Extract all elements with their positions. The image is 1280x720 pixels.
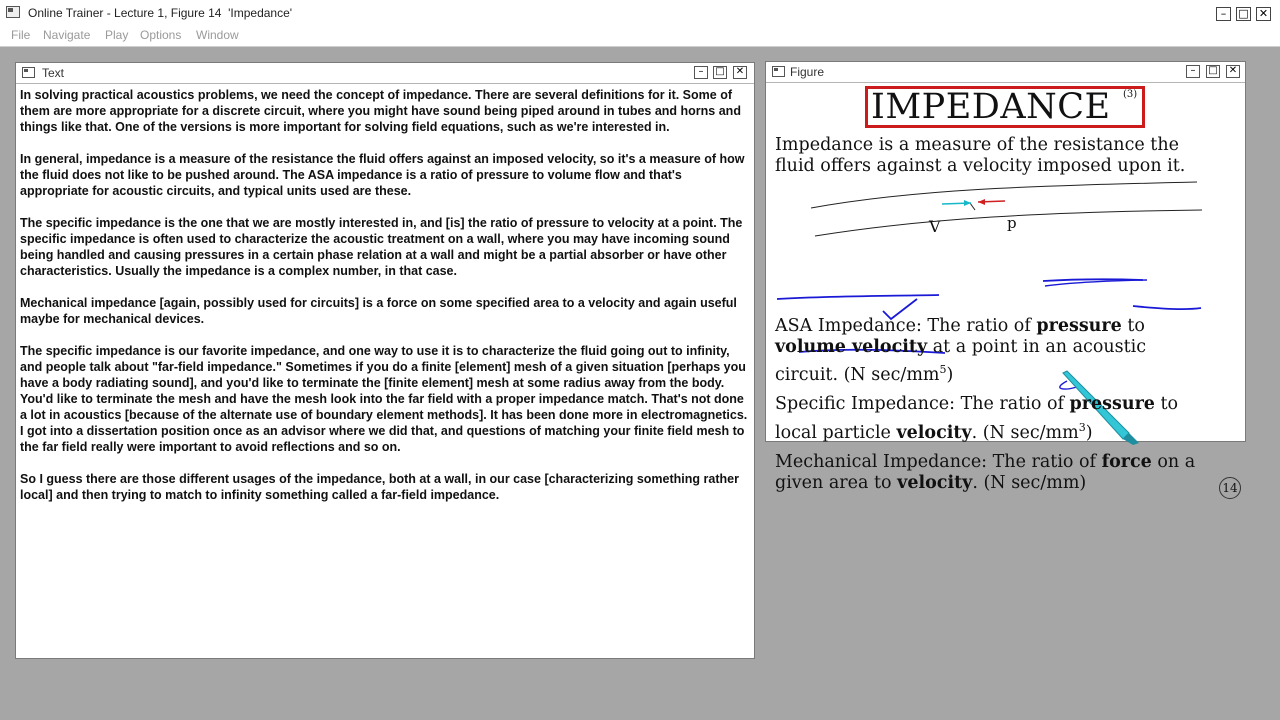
asa-to: to (1121, 316, 1145, 336)
window-titlebar (0, 0, 1280, 27)
mechanical-on-a: on a (1151, 452, 1196, 472)
paragraph: So I guess there are those different usages of the impedance, both at a wall, in our case [characterizing something rather local] and then trying to match to infinity something called a far-field impedance. (20, 472, 739, 502)
asa-pressure: pressure (1036, 316, 1122, 336)
pressure-arrowhead (978, 199, 985, 205)
maximize-icon[interactable]: □ (1236, 7, 1251, 21)
minimize-icon[interactable]: – (1186, 65, 1200, 78)
asa-line-1 (775, 315, 1145, 337)
intro-line-1: Impedance is a measure of the resistance the (775, 135, 1179, 155)
menu-window[interactable]: Window (196, 28, 239, 42)
menu-file[interactable]: File (11, 28, 31, 42)
slide-title: IMPEDANCE (871, 87, 1111, 127)
streamline-top (811, 182, 1197, 208)
slide-number-badge: 14 (1219, 477, 1241, 499)
minimize-icon[interactable]: – (694, 66, 708, 79)
pressure-label: p (1007, 214, 1017, 232)
asa-units-close: ) (946, 364, 954, 385)
intro-line-2: fluid offers against a velocity imposed upon it. (775, 156, 1186, 176)
close-icon[interactable]: ✕ (733, 66, 747, 79)
window-title: Online Trainer - Lecture 1, Figure 14 'Impedance' (28, 6, 293, 20)
asa-units: circuit. (N sec/mm (775, 364, 940, 385)
specific-pressure: pressure (1069, 394, 1155, 414)
asa-text: ASA Impedance: The ratio of (775, 316, 1037, 336)
text-panel-titlebar (16, 63, 754, 84)
specific-text-2: local particle (775, 422, 897, 443)
menu-bar (0, 26, 1280, 47)
paragraph: In general, impedance is a measure of the resistance the fluid offers against an imposed velocity, so it's a measure of how the fluid does not like to be pushed around. The ASA impedance is a ratio of pressure to volume flow and that's appropriate for acoustic circuits, and typical units used are these. (20, 152, 745, 198)
figure-panel-title: Figure (790, 65, 825, 79)
ink-underline-volume-velocity (777, 295, 939, 299)
asa-line-2 (775, 336, 1146, 358)
maximize-icon[interactable]: □ (1206, 65, 1220, 78)
text-panel (15, 62, 755, 659)
asa-units-exp: 5 (939, 363, 947, 376)
specific-line-2 (775, 417, 1093, 444)
maximize-icon[interactable]: □ (713, 66, 727, 79)
lecture-text (20, 87, 750, 519)
close-icon[interactable]: ✕ (1256, 7, 1271, 21)
mechanical-velocity: velocity (897, 473, 973, 493)
close-icon[interactable]: ✕ (1226, 65, 1240, 78)
velocity-label: V (929, 217, 941, 236)
figure-panel-titlebar (766, 62, 1245, 83)
title-reference: (3) (1123, 89, 1138, 100)
velocity-arrowhead (964, 200, 971, 206)
specific-units: . (N sec/mm (971, 422, 1079, 443)
asa-volume-velocity: volume velocity (775, 337, 928, 357)
app-window-icon (6, 6, 20, 18)
specific-units-exp: 3 (1078, 421, 1086, 434)
specific-velocity: velocity (896, 422, 972, 443)
menu-options[interactable]: Options (140, 28, 182, 42)
specific-units-close: ) (1085, 422, 1093, 443)
specific-text: Specific Impedance: The ratio of (775, 394, 1070, 414)
specific-line-1 (775, 393, 1178, 415)
menu-play[interactable]: Play (105, 28, 129, 42)
specific-to: to (1154, 394, 1179, 414)
minimize-icon[interactable]: – (1216, 7, 1231, 21)
asa-text-2: at a point in an acoustic (927, 337, 1147, 357)
mechanical-text-2: given area to (775, 473, 898, 493)
mechanical-units: . (N sec/mm) (972, 473, 1087, 493)
figure-slide (767, 83, 1244, 495)
panel-window-icon (772, 66, 785, 77)
mechanical-line-2 (775, 472, 1086, 494)
panel-window-icon (22, 67, 35, 78)
paragraph: The specific impedance is the one that we are mostly interested in, and [is] the ratio of pressure to velocity at a point. The specific impedance is often used to characterize the acoustic treatment on a wall, where you may have incoming sound being handled and causing pressures in a certain phase relation at a wall and might be a partial absorber or have other characteristics. Usually the impedance is a complex number, in that case. (20, 216, 743, 278)
mechanical-text: Mechanical Impedance: The ratio of (775, 452, 1102, 472)
menu-navigate[interactable]: Navigate (43, 28, 91, 42)
flow-diagram (767, 83, 1246, 443)
asa-line-3 (775, 359, 953, 386)
point-mark (970, 203, 975, 210)
paragraph: The specific impedance is our favorite impedance, and one way to use it is to characterize the fluid going out to infinity, and people talk about "far-field impedance." Sometimes if you do a finite [element] mesh of a given situation [perhaps you have a body radiating sound], and you'd like to terminate the [finite element] mesh at some radius away from the body. You'd like to terminate the mesh and have the mesh look into the far field with a proper impedance match. That's not done a lot in acoustics [because of the alternate use of boundary element methods]. It has been done more in electromagnetics. I got into a dissertation position once as an advisor where we did that, and questions of matching your finite field mesh to the far field really were important to avoid reflections and so on. (20, 344, 748, 454)
text-panel-title: Text (42, 66, 65, 80)
ink-underline-acoustic (1133, 306, 1201, 309)
figure-panel (765, 61, 1246, 495)
paragraph: Mechanical impedance [again, possibly used for circuits] is a force on some specified area to a velocity and again useful maybe for mechanical devices. (20, 296, 737, 326)
paragraph: In solving practical acoustics problems, we need the concept of impedance. There are several definitions for it. Some of them are more appropriate for a discrete circuit, where you might have sound being piped around in tubes and horns and things like that. One of the versions is more important for solving field equations, such as we're interested in. (20, 88, 741, 134)
mechanical-force: force (1101, 452, 1152, 472)
mechanical-line-1 (775, 451, 1195, 473)
